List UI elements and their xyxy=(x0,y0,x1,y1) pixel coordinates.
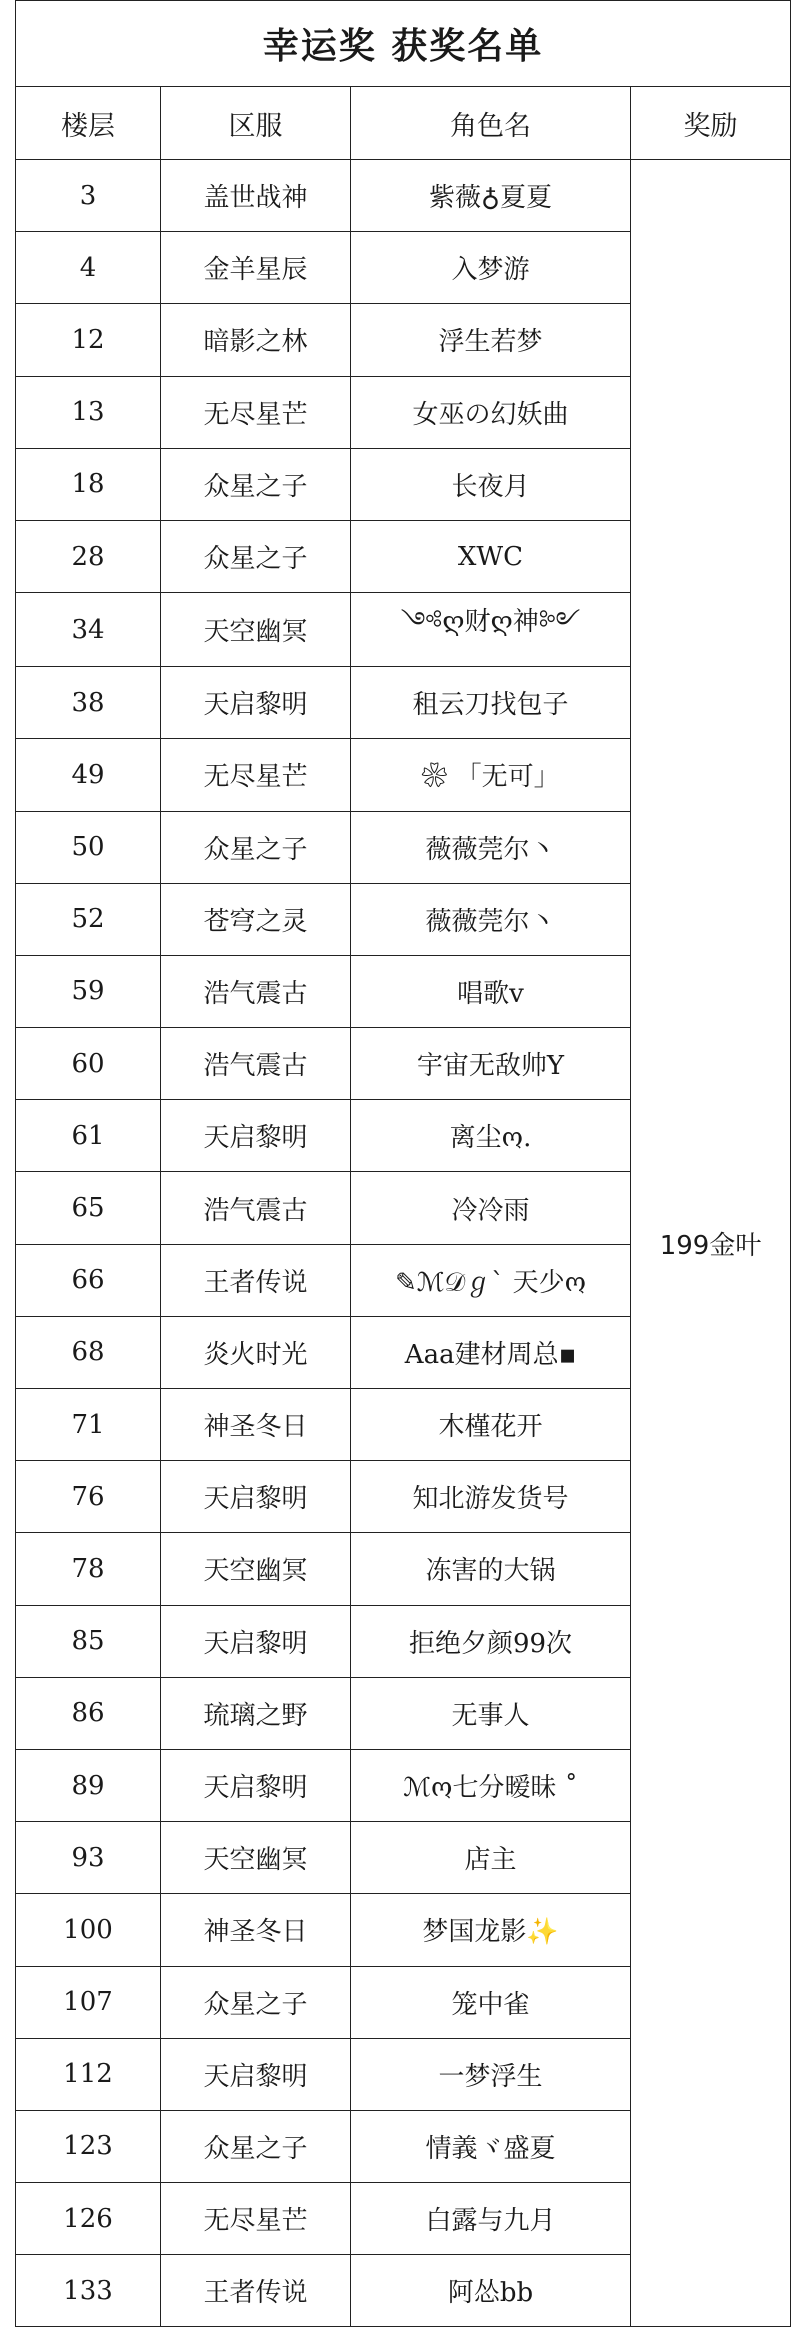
cell-server: 神圣冬日 xyxy=(161,1389,351,1461)
cell-role-name: 知北游发货号 xyxy=(351,1461,631,1533)
cell-role-name: 情義ヾ盛夏 xyxy=(351,2110,631,2182)
cell-role-name: 女巫の幻妖曲 xyxy=(351,376,631,448)
cell-server: 天启黎明 xyxy=(161,1461,351,1533)
cell-server: 琉璃之野 xyxy=(161,1677,351,1749)
cell-floor: 71 xyxy=(16,1389,161,1461)
cell-floor: 4 xyxy=(16,232,161,304)
cell-server: 神圣冬日 xyxy=(161,1894,351,1966)
cell-server: 众星之子 xyxy=(161,811,351,883)
winners-sheet xyxy=(15,0,790,2327)
cell-role-name: 入梦游 xyxy=(351,232,631,304)
cell-role-name: 店主 xyxy=(351,1822,631,1894)
cell-floor: 66 xyxy=(16,1244,161,1316)
cell-role-name: 薇薇莞尔丶 xyxy=(351,811,631,883)
cell-role-name: 离尘ო. xyxy=(351,1100,631,1172)
cell-server: 浩气震古 xyxy=(161,1172,351,1244)
cell-floor: 18 xyxy=(16,448,161,520)
cell-role-name: 梦国龙影✨ xyxy=(351,1894,631,1966)
cell-role-name: 薇薇莞尔丶 xyxy=(351,883,631,955)
cell-role-name: 拒绝夕颜99次 xyxy=(351,1605,631,1677)
cell-role-name: 无事人 xyxy=(351,1677,631,1749)
cell-floor: 3 xyxy=(16,160,161,232)
cell-server: 天启黎明 xyxy=(161,1605,351,1677)
cell-floor: 112 xyxy=(16,2038,161,2110)
cell-server: 王者传说 xyxy=(161,2255,351,2327)
cell-server: 浩气震古 xyxy=(161,1028,351,1100)
cell-server: 天启黎明 xyxy=(161,1749,351,1821)
title-row xyxy=(16,1,791,87)
cell-role-name: ❀ 「无可」 xyxy=(351,739,631,811)
cell-floor: 76 xyxy=(16,1461,161,1533)
cell-floor: 59 xyxy=(16,955,161,1027)
cell-role-name: 紫薇♁夏夏 xyxy=(351,160,631,232)
cell-floor: 38 xyxy=(16,667,161,739)
cell-server: 天空幽冥 xyxy=(161,1533,351,1605)
page-title: 幸运奖 获奖名单 xyxy=(16,1,791,87)
cell-server: 天启黎明 xyxy=(161,667,351,739)
cell-floor: 100 xyxy=(16,1894,161,1966)
cell-floor: 12 xyxy=(16,304,161,376)
cell-role-name: Aaa建材周总▪ xyxy=(351,1316,631,1388)
column-header-reward: 奖励 xyxy=(631,87,791,160)
cell-role-name: 白露与九月 xyxy=(351,2183,631,2255)
cell-server: 众星之子 xyxy=(161,2110,351,2182)
cell-floor: 68 xyxy=(16,1316,161,1388)
cell-server: 盖世战神 xyxy=(161,160,351,232)
cell-server: 暗影之林 xyxy=(161,304,351,376)
cell-role-name: ℳო七分暧昧 ˚ xyxy=(351,1749,631,1821)
cell-role-name: ༺ღ财ღ神༻ xyxy=(351,593,631,667)
cell-server: 浩气震古 xyxy=(161,955,351,1027)
cell-reward: 199金叶 xyxy=(631,160,791,2327)
cell-floor: 133 xyxy=(16,2255,161,2327)
cell-server: 无尽星芒 xyxy=(161,739,351,811)
cell-floor: 78 xyxy=(16,1533,161,1605)
cell-role-name: 长夜月 xyxy=(351,448,631,520)
winners-table xyxy=(15,0,791,2327)
cell-floor: 49 xyxy=(16,739,161,811)
cell-floor: 89 xyxy=(16,1749,161,1821)
cell-role-name: 阿怂bb xyxy=(351,2255,631,2327)
cell-floor: 107 xyxy=(16,1966,161,2038)
cell-floor: 60 xyxy=(16,1028,161,1100)
cell-role-name: 浮生若梦 xyxy=(351,304,631,376)
cell-floor: 13 xyxy=(16,376,161,448)
cell-floor: 86 xyxy=(16,1677,161,1749)
cell-role-name: 木槿花开 xyxy=(351,1389,631,1461)
cell-role-name: XWC xyxy=(351,520,631,592)
cell-floor: 61 xyxy=(16,1100,161,1172)
cell-role-name: 唱歌v xyxy=(351,955,631,1027)
header-row xyxy=(16,87,791,160)
cell-server: 无尽星芒 xyxy=(161,376,351,448)
cell-role-name: 冻害的大锅 xyxy=(351,1533,631,1605)
cell-floor: 34 xyxy=(16,593,161,667)
column-header-server: 区服 xyxy=(161,87,351,160)
cell-server: 众星之子 xyxy=(161,520,351,592)
cell-role-name: 宇宙无敌帅Y xyxy=(351,1028,631,1100)
cell-floor: 28 xyxy=(16,520,161,592)
cell-floor: 65 xyxy=(16,1172,161,1244)
cell-server: 天启黎明 xyxy=(161,2038,351,2110)
cell-role-name: 一梦浮生 xyxy=(351,2038,631,2110)
cell-floor: 85 xyxy=(16,1605,161,1677)
cell-server: 王者传说 xyxy=(161,1244,351,1316)
cell-server: 金羊星辰 xyxy=(161,232,351,304)
cell-server: 苍穹之灵 xyxy=(161,883,351,955)
cell-server: 炎火时光 xyxy=(161,1316,351,1388)
cell-role-name: ✎ℳ𝒟ℊ` 天少ო xyxy=(351,1244,631,1316)
cell-floor: 93 xyxy=(16,1822,161,1894)
cell-floor: 123 xyxy=(16,2110,161,2182)
cell-role-name: 笼中雀 xyxy=(351,1966,631,2038)
column-header-role: 角色名 xyxy=(351,87,631,160)
cell-floor: 52 xyxy=(16,883,161,955)
cell-server: 天空幽冥 xyxy=(161,593,351,667)
cell-server: 天空幽冥 xyxy=(161,1822,351,1894)
cell-server: 众星之子 xyxy=(161,1966,351,2038)
cell-floor: 50 xyxy=(16,811,161,883)
cell-server: 天启黎明 xyxy=(161,1100,351,1172)
cell-floor: 126 xyxy=(16,2183,161,2255)
cell-role-name: 租云刀找包子 xyxy=(351,667,631,739)
cell-server: 众星之子 xyxy=(161,448,351,520)
cell-server: 无尽星芒 xyxy=(161,2183,351,2255)
cell-role-name: 冷冷雨 xyxy=(351,1172,631,1244)
column-header-floor: 楼层 xyxy=(16,87,161,160)
table-row xyxy=(16,160,791,232)
